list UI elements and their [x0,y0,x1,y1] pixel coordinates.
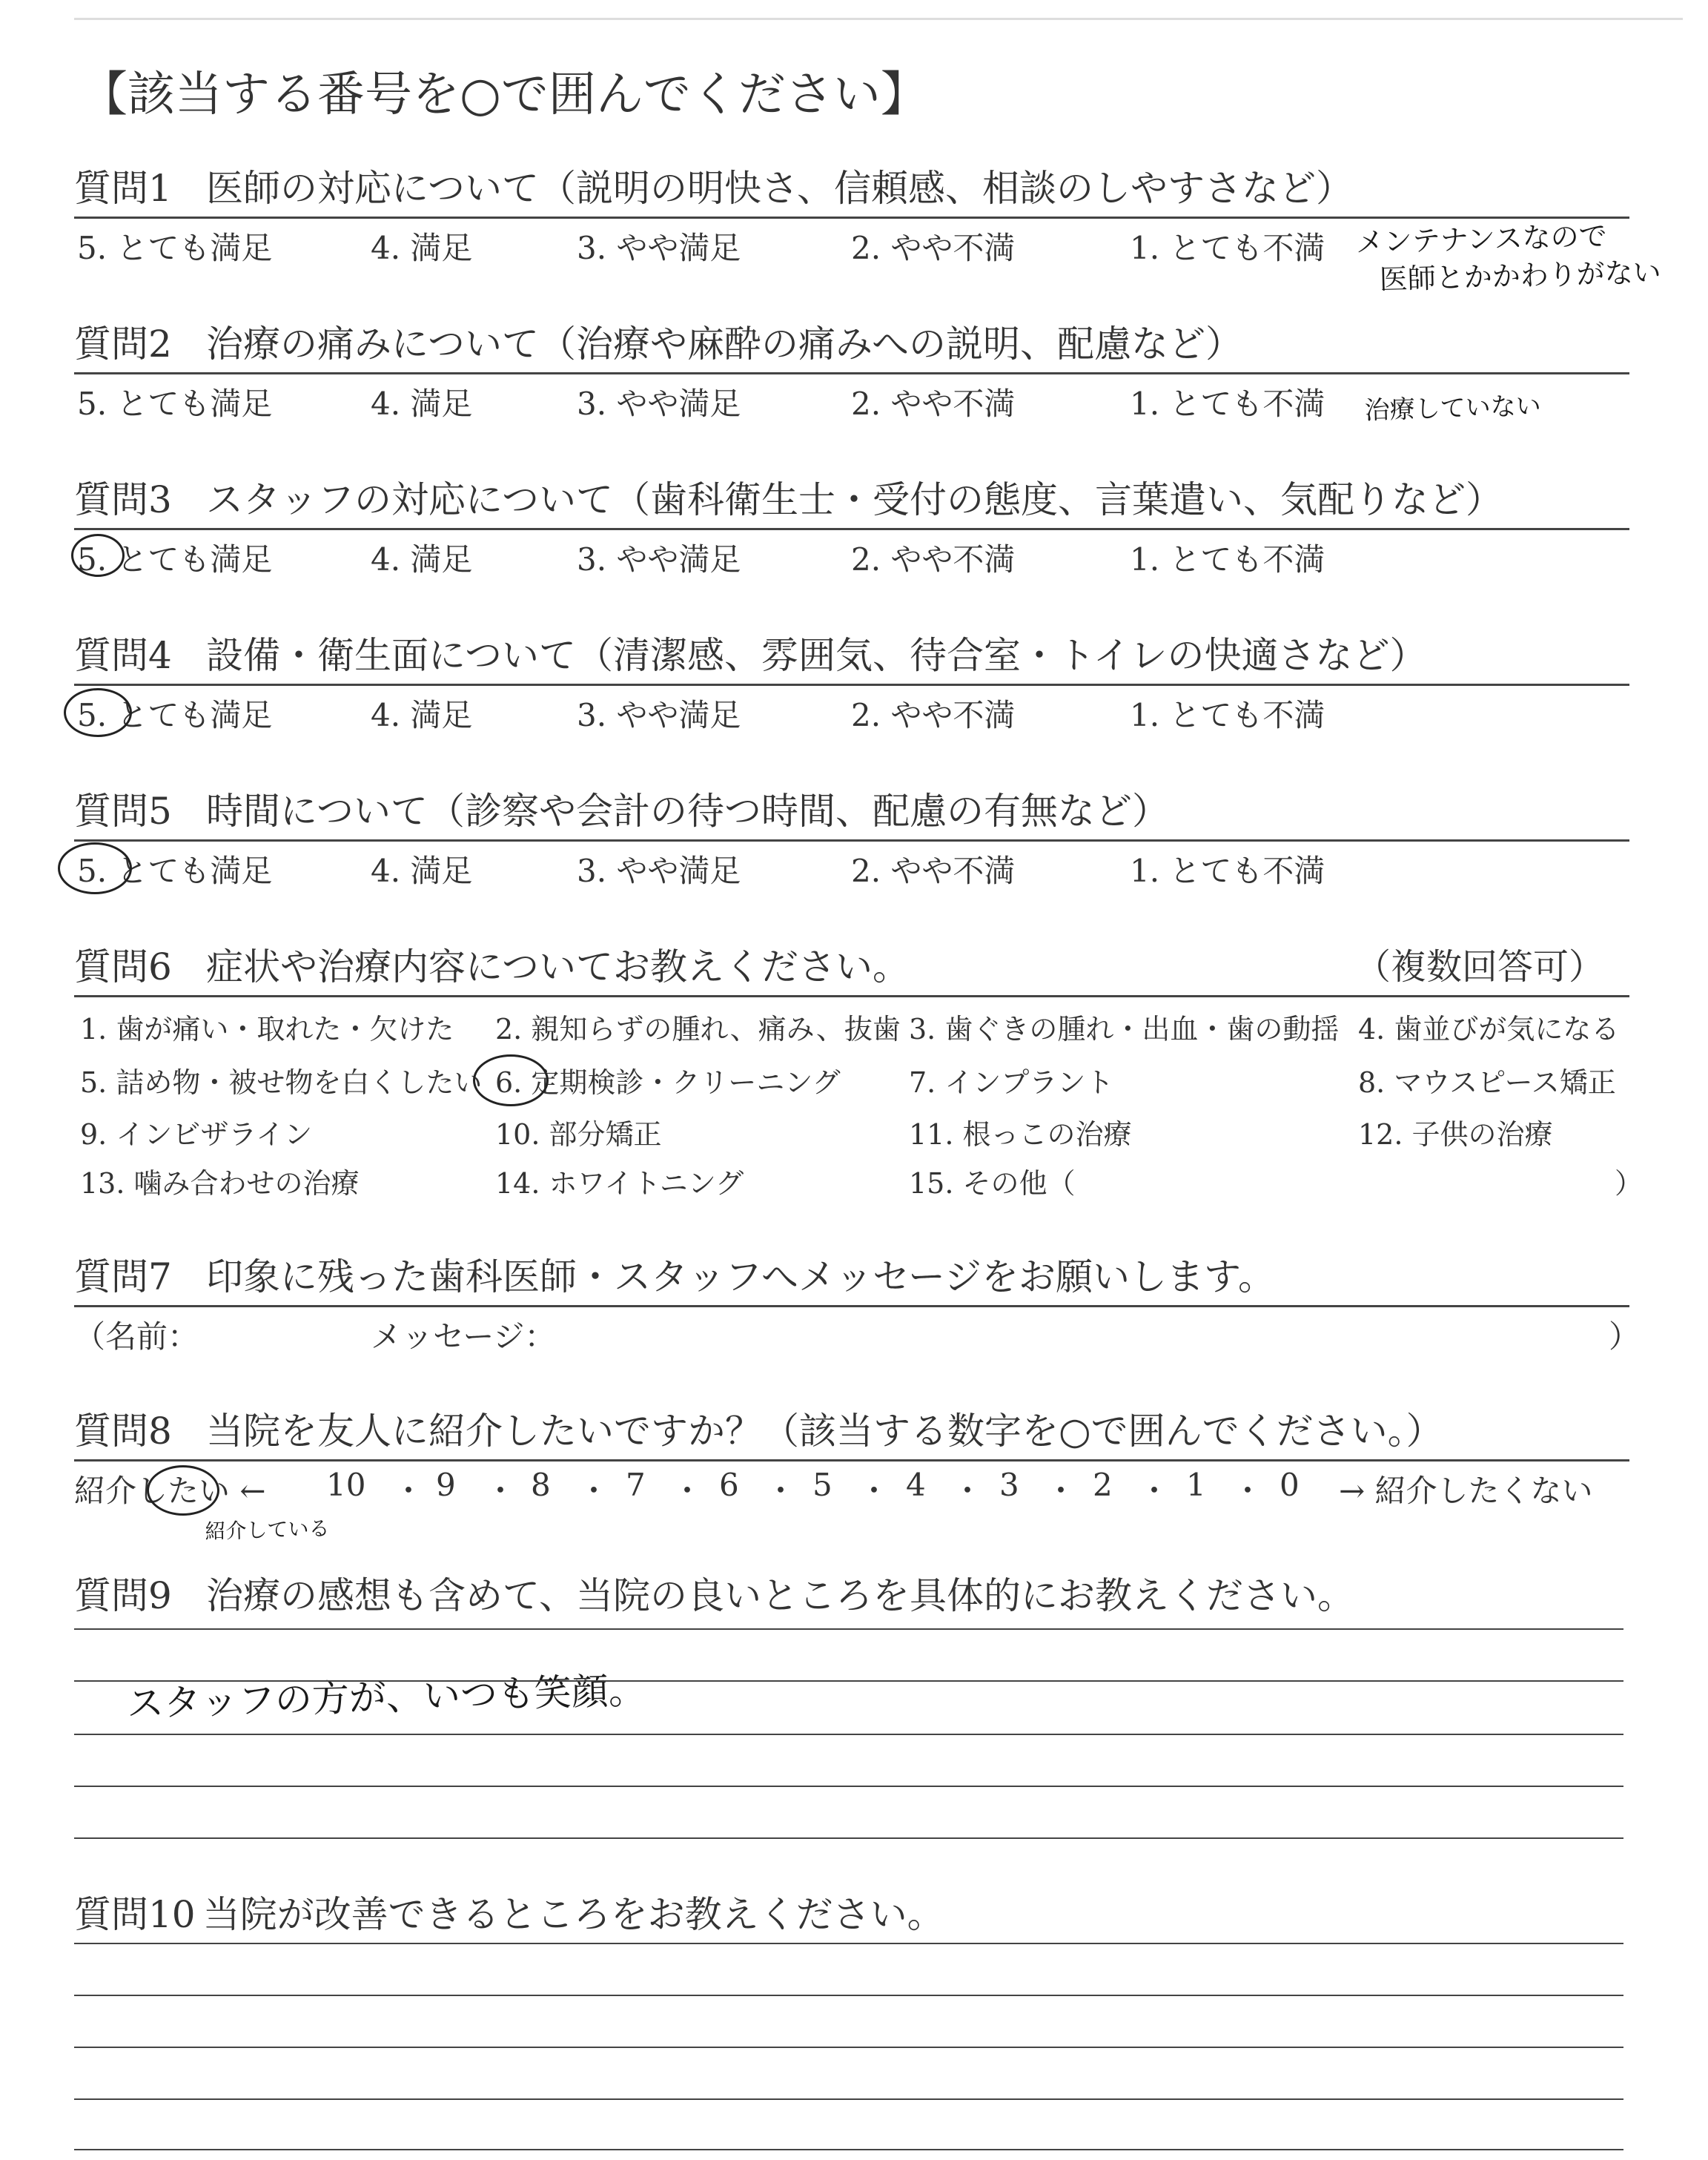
question-1 [74,165,1662,296]
question-2 [74,320,1631,426]
question-7-label: 質問7 [74,1255,172,1298]
question-6-label: 質問6 [74,945,172,988]
symptom-option-5[interactable]: 5. 詰め物・被せ物を白くしたい [80,1066,483,1099]
scale-dot: ・ [485,1473,517,1509]
scale-dot: ・ [672,1473,704,1509]
answer-line [74,2149,1623,2150]
scale-6[interactable]: 6 [719,1467,739,1503]
option-2-somewhat-dissatisfied[interactable]: 2. やや不満 [851,230,1016,266]
symptom-option-11[interactable]: 11. 根っこの治療 [909,1118,1132,1151]
selection-circle-q8 [147,1465,219,1516]
question-2-label: 質問2 [74,323,172,366]
question-3-text: スタッフの対応について（歯科衛生士・受付の態度、言葉遣い、気配りなど） [206,478,1503,521]
question-1-text: 医師の対応について（説明の明快さ、信頼感、相談のしやすさなど） [206,167,1353,210]
handwritten-note-q8: 紹介している [205,1516,330,1544]
question-4-label: 質問4 [74,634,172,677]
question-9 [74,1572,1631,1725]
option-4-satisfied[interactable]: 4. 満足 [371,853,473,889]
question-2-text: 治療の痛みについて（治療や麻酔の痛みへの説明、配慮など） [206,323,1242,366]
answer-line [74,1786,1623,1787]
answer-line [74,1943,1623,1944]
question-5-label: 質問5 [74,790,172,833]
question-1-label: 質問1 [74,167,172,210]
answer-line [74,2098,1623,2100]
symptom-option-8[interactable]: 8. マウスピース矯正 [1358,1066,1616,1099]
selection-circle-q5 [58,842,132,894]
option-1-very-dissatisfied[interactable]: 1. とても不満 [1130,386,1325,422]
question-4-text: 設備・衛生面について（清潔感、雰囲気、待合室・トイレの快適さなど） [206,634,1427,677]
question-5-options [74,847,1334,891]
symptom-other-close: ） [1615,1167,1644,1200]
name-label: （名前： [74,1318,199,1355]
handwritten-note-q2: 治療していない [1364,391,1542,426]
option-4-satisfied[interactable]: 4. 満足 [371,230,473,266]
question-5-text: 時間について（診察や会計の待つ時間、配慮の有無など） [206,790,1169,833]
scale-4[interactable]: 4 [906,1467,926,1503]
option-1-very-dissatisfied[interactable]: 1. とても不満 [1130,230,1325,266]
question-10 [74,1891,1631,1938]
option-1-very-dissatisfied[interactable]: 1. とても不満 [1130,541,1325,578]
scale-dot: ・ [1232,1473,1264,1509]
scale-dot: ・ [858,1473,890,1509]
question-3 [74,476,1631,578]
question-8 [74,1407,1631,1544]
option-1-very-dissatisfied[interactable]: 1. とても不満 [1130,697,1325,733]
question-9-label: 質問9 [74,1574,172,1617]
option-1-very-dissatisfied[interactable]: 1. とても不満 [1130,853,1325,889]
option-3-somewhat-satisfied[interactable]: 3. やや満足 [577,697,741,733]
question-6-text: 症状や治療内容についてお教えください。 [206,945,910,988]
scale-1[interactable]: 1 [1186,1467,1206,1503]
question-7 [74,1253,1641,1355]
question-5-rule [74,839,1629,842]
option-3-somewhat-satisfied[interactable]: 3. やや満足 [577,230,741,266]
handwritten-note-q1-line1: メンテナンスなので [1355,219,1608,259]
question-4-options [74,691,1334,736]
handwritten-note-q1-line2: 医師とかかわりがない [1379,256,1662,296]
question-3-label: 質問3 [74,478,172,521]
question-9-text: 治療の感想も含めて、当院の良いところを具体的にお教えください。 [206,1574,1354,1617]
option-5-very-satisfied[interactable]: 5. とても満足 [77,230,273,266]
question-8-label: 質問8 [74,1410,172,1453]
symptom-option-12[interactable]: 12. 子供の治療 [1358,1118,1553,1151]
question-5 [74,787,1631,889]
selection-circle-q6 [473,1054,549,1106]
option-5-very-satisfied[interactable]: 5. とても満足 [77,853,273,889]
scale-5[interactable]: 5 [812,1467,833,1503]
handwritten-answer-q9: スタッフの方が、いつも笑顔。 [126,1668,646,1725]
answer-line [74,1734,1623,1735]
question-3-options [74,535,1334,580]
scale-dot: ・ [952,1473,984,1509]
question-10-text: 当院が改善できるところをお教えください。 [202,1893,944,1936]
question-2-options [74,380,1334,424]
message-label: メッセージ： [371,1318,556,1355]
scale-2[interactable]: 2 [1093,1467,1113,1503]
option-2-somewhat-dissatisfied[interactable]: 2. やや不満 [851,386,1016,422]
symptom-option-7[interactable]: 7. インプラント [909,1066,1114,1099]
answer-line [74,1995,1623,1996]
question-2-rule [74,372,1629,374]
symptom-option-1[interactable]: 1. 歯が痛い・取れた・欠けた [80,1013,454,1046]
option-2-somewhat-dissatisfied[interactable]: 2. やや不満 [851,853,1016,889]
symptom-option-6[interactable]: 6. 定期検診・クリーニング [495,1066,841,1099]
scale-9[interactable]: 9 [436,1467,456,1503]
option-5-very-satisfied[interactable]: 5. とても満足 [77,697,273,733]
symptom-option-2[interactable]: 2. 親知らずの腫れ、痛み、抜歯 [495,1013,901,1046]
top-border [74,18,1683,20]
question-4-rule [74,684,1629,686]
message-close-paren: ） [1609,1318,1641,1355]
question-8-text: 当院を友人に紹介したいですか？（該当する数字を○で囲んでください。） [206,1410,1443,1453]
question-7-rule [74,1305,1629,1307]
symptom-option-14[interactable]: 14. ホワイトニング [495,1167,744,1200]
scale-dot: ・ [1139,1473,1171,1509]
symptom-option-4[interactable]: 4. 歯並びが気になる [1358,1013,1620,1046]
scale-10[interactable]: 10 [326,1467,366,1503]
scale-3[interactable]: 3 [999,1467,1019,1503]
scale-dot: ・ [765,1473,797,1509]
option-4-satisfied[interactable]: 4. 満足 [371,386,473,422]
option-3-somewhat-satisfied[interactable]: 3. やや満足 [577,853,741,889]
option-4-satisfied[interactable]: 4. 満足 [371,697,473,733]
answer-line [74,1680,1623,1682]
question-6-rule [74,995,1629,997]
option-2-somewhat-dissatisfied[interactable]: 2. やや不満 [851,541,1016,578]
page-title: 【該当する番号を○で囲んでください】 [80,67,928,122]
option-2-somewhat-dissatisfied[interactable]: 2. やや不満 [851,697,1016,733]
multiple-answers-note: （複数回答可） [1355,946,1605,988]
scale-dot: ・ [1045,1473,1077,1509]
option-4-satisfied[interactable]: 4. 満足 [371,541,473,578]
answer-line [74,1837,1623,1839]
scale-dot: ・ [578,1473,610,1509]
question-1-options [74,224,1334,268]
scale-dot: ・ [393,1473,425,1509]
scale-7[interactable]: 7 [626,1467,646,1503]
scale-0[interactable]: 0 [1280,1467,1300,1503]
question-10-label: 質問10 [74,1893,196,1936]
symptom-option-15[interactable]: 15. その他（ [909,1167,1076,1200]
symptom-option-10[interactable]: 10. 部分矯正 [495,1118,662,1151]
answer-line [74,1628,1623,1630]
option-3-somewhat-satisfied[interactable]: 3. やや満足 [577,541,741,578]
question-3-rule [74,528,1629,530]
symptom-option-13[interactable]: 13. 噛み合わせの治療 [80,1167,360,1200]
question-4 [74,632,1631,733]
option-5-very-satisfied[interactable]: 5. とても満足 [77,386,273,422]
symptom-option-9[interactable]: 9. インビザライン [80,1118,313,1151]
selection-circle-q4 [64,688,132,737]
question-6 [74,943,1644,1200]
answer-line [74,2047,1623,2048]
question-7-text: 印象に残った歯科医師・スタッフへメッセージをお願いします。 [206,1255,1275,1298]
option-5-very-satisfied[interactable]: 5. とても満足 [77,541,273,578]
selection-circle-q3 [71,534,125,577]
scale-8[interactable]: 8 [531,1467,551,1503]
symptom-option-3[interactable]: 3. 歯ぐきの腫れ・出血・歯の動揺 [909,1013,1340,1046]
question-8-rule [74,1459,1629,1462]
option-3-somewhat-satisfied[interactable]: 3. やや満足 [577,386,741,422]
recommend-left-label: 紹介したい ← [74,1473,266,1509]
recommend-right-label: → 紹介したくない [1339,1473,1593,1509]
